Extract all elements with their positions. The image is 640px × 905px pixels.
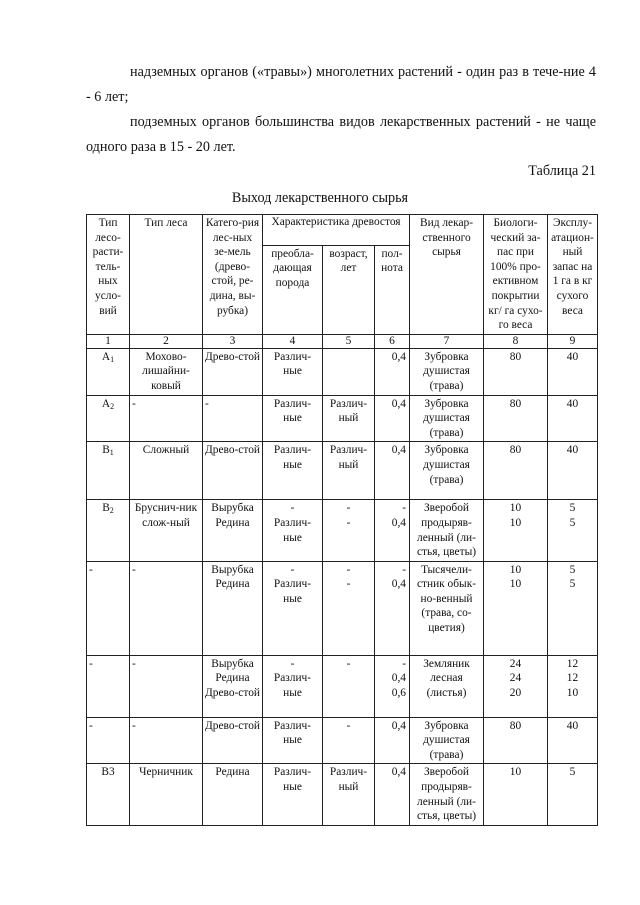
cell-text: А	[101, 397, 111, 410]
cell-text: -	[132, 563, 136, 576]
column-number: 2	[130, 334, 203, 348]
cell-text: Бруснич-ник слож-ный	[134, 502, 198, 529]
table-cell-bio	[484, 500, 548, 561]
cell-text: 80	[509, 350, 522, 363]
cell-line: -	[346, 578, 351, 591]
cell-line: Различ-ные	[273, 672, 312, 699]
table-cell-bio	[484, 764, 548, 825]
cell-text: 10	[509, 766, 522, 779]
table-row	[87, 395, 598, 442]
column-number: 8	[484, 334, 548, 348]
cell-line: Различ-ные	[273, 578, 312, 605]
table-cell-age	[323, 717, 375, 764]
cell-line: Редина	[215, 672, 250, 685]
header-cell: Тип лесо-расти-тель-ных усло-вий	[87, 215, 130, 335]
table-cell-category	[203, 500, 263, 561]
table-cell-type	[87, 655, 130, 717]
table-cell-age	[323, 764, 375, 825]
type-subscript: 1	[109, 448, 114, 458]
cell-text: 80	[509, 719, 522, 732]
cell-text: -	[132, 657, 136, 670]
cell-text: Различ-ные	[273, 350, 312, 378]
cell-text: 0,4	[391, 350, 406, 363]
cell-text: -	[89, 563, 93, 576]
cell-text: Земляник лесная (листья)	[423, 657, 470, 699]
cell-text: Черничник	[139, 766, 193, 779]
cell-line: 5	[569, 563, 576, 576]
cell-line: Редина	[215, 578, 250, 591]
table-cell-raw	[410, 655, 484, 717]
cell-line: 0,4	[391, 578, 406, 591]
table-cell-age	[323, 655, 375, 717]
table-cell-category	[203, 655, 263, 717]
table-cell-species	[263, 348, 323, 395]
cell-line: 0,4	[391, 516, 406, 529]
cell-text: -	[89, 719, 93, 732]
header-cell: Биологи-ческий за-пас при 100% про-ективном покрытии кг/ га сухо-го веса	[484, 215, 548, 335]
cell-line: 12	[566, 672, 579, 685]
cell-text: Редина	[215, 766, 250, 779]
cell-line: 0,6	[391, 686, 406, 699]
cell-line: -	[290, 563, 295, 576]
table-cell-forest	[130, 717, 203, 764]
cell-line: 5	[569, 578, 576, 591]
table-cell-category	[203, 561, 263, 655]
table-cell-type	[87, 500, 130, 561]
cell-text: Зубровка душистая (трава)	[423, 719, 470, 761]
table-cell-exp	[548, 442, 598, 500]
table-cell-density	[375, 655, 410, 717]
cell-text: 0,4	[391, 444, 406, 457]
cell-line: -	[402, 657, 406, 670]
cell-line: -	[346, 657, 351, 670]
cell-text: Зверобой продыряв-ленный (ли-стья, цветы)	[416, 766, 477, 823]
table-cell-raw	[410, 500, 484, 561]
cell-line: 12	[566, 657, 579, 670]
column-number: 9	[548, 334, 598, 348]
table-cell-raw	[410, 395, 484, 442]
column-number-row	[87, 334, 598, 348]
cell-line: 20	[509, 686, 522, 699]
table-cell-forest	[130, 442, 203, 500]
header-cell: Эксплу-атацион-ный запас на 1 га в кг сухого веса	[548, 215, 598, 335]
table-cell-species	[263, 764, 323, 825]
cell-line: Древо-стой	[205, 686, 260, 699]
cell-text: Различ-ные	[273, 397, 312, 425]
table-cell-exp	[548, 395, 598, 442]
cell-text: Древо-стой	[205, 719, 260, 732]
cell-line: -	[346, 563, 351, 576]
cell-text: В	[102, 444, 110, 457]
cell-text: 0,4	[391, 397, 406, 410]
cell-line: -	[290, 502, 295, 515]
table-title: Выход лекарственного сырья	[231, 190, 409, 206]
table-cell-species	[263, 442, 323, 500]
table-cell-density	[375, 561, 410, 655]
cell-text: Зубровка душистая (трава)	[423, 397, 470, 439]
table-cell-category	[203, 348, 263, 395]
table-cell-raw	[410, 442, 484, 500]
table-cell-raw	[410, 348, 484, 395]
table-cell-age	[323, 561, 375, 655]
cell-text: 80	[509, 444, 522, 457]
table-cell-forest	[130, 348, 203, 395]
cell-text: Мохово-лишайни-ковый	[142, 350, 190, 392]
cell-text: Зубровка душистая (трава)	[423, 444, 470, 486]
table-cell-category	[203, 764, 263, 825]
table-row	[87, 717, 598, 764]
cell-line: 5	[569, 516, 576, 529]
table-cell-density	[375, 717, 410, 764]
cell-text: 5	[569, 766, 576, 779]
table-cell-category	[203, 717, 263, 764]
table-cell-bio	[484, 348, 548, 395]
cell-text: 40	[566, 719, 579, 732]
paragraph-1: надземных органов («травы») многолетних растений - один раз в тече-ние 4 - 6 лет;	[86, 64, 596, 105]
cell-line: -	[402, 502, 406, 515]
column-number: 6	[375, 334, 410, 348]
table-cell-forest	[130, 764, 203, 825]
table-cell-age	[323, 442, 375, 500]
cell-text: Различ-ные	[273, 444, 312, 471]
table-cell-type	[87, 442, 130, 500]
cell-text: 80	[509, 397, 522, 410]
table-row	[87, 764, 598, 825]
table-cell-age	[323, 348, 375, 395]
table-cell-raw	[410, 717, 484, 764]
cell-line: -	[402, 563, 406, 576]
table-row	[87, 561, 598, 655]
table-cell-raw	[410, 561, 484, 655]
cell-line: 10	[509, 578, 522, 591]
table-cell-density	[375, 500, 410, 561]
cell-text: Древо-стой	[205, 444, 260, 457]
table-row	[87, 655, 598, 717]
cell-text: А	[101, 350, 111, 363]
table-cell-exp	[548, 348, 598, 395]
table-cell-forest	[130, 395, 203, 442]
table-cell-forest	[130, 561, 203, 655]
table-cell-type	[87, 395, 130, 442]
table-cell-species	[263, 500, 323, 561]
column-number: 1	[87, 334, 130, 348]
type-subscript: 2	[110, 401, 115, 411]
table-cell-density	[375, 442, 410, 500]
cell-line: 10	[509, 516, 522, 529]
table-cell-exp	[548, 717, 598, 764]
table-row	[87, 348, 598, 395]
table-cell-density	[375, 348, 410, 395]
table-cell-exp	[548, 764, 598, 825]
cell-text: 0,4	[391, 766, 406, 779]
cell-line: Различ-ные	[273, 516, 312, 544]
cell-text: Различ-ный	[329, 766, 368, 794]
table-cell-bio	[484, 655, 548, 717]
table-cell-bio	[484, 561, 548, 655]
cell-text: 40	[566, 444, 579, 457]
cell-line: 10	[509, 563, 522, 576]
type-subscript: 2	[109, 506, 114, 516]
type-subscript: 1	[110, 354, 115, 364]
table-cell-species	[263, 655, 323, 717]
cell-line: Редина	[215, 516, 250, 529]
table-cell-raw	[410, 764, 484, 825]
table-cell-species	[263, 561, 323, 655]
table-cell-type	[87, 561, 130, 655]
cell-text: Различ-ные	[273, 766, 312, 794]
table-cell-forest	[130, 655, 203, 717]
cell-line: Вырубка	[211, 657, 254, 670]
cell-line: 5	[569, 502, 576, 515]
table-cell-bio	[484, 442, 548, 500]
header-cell: Катего-рия лес-ных зе-мель (древо-стой, ре-дина, вы-рубка)	[203, 215, 263, 335]
table-cell-age	[323, 500, 375, 561]
table-cell-species	[263, 717, 323, 764]
cell-line: 24	[509, 657, 522, 670]
cell-text: Зверобой продыряв-ленный (ли-стья, цветы)	[416, 502, 477, 559]
table-cell-exp	[548, 561, 598, 655]
cell-text: В3	[101, 766, 115, 779]
cell-text: Зубровка душистая (трава)	[423, 350, 470, 392]
header-cell: преобла-дающая порода	[263, 245, 323, 334]
paragraph-2: подземных органов большинства видов лекарственных растений - не чаще одного раза в 15 - 20 лет.	[86, 114, 596, 155]
cell-text: 40	[566, 397, 579, 410]
header-cell: возраст, лет	[323, 245, 375, 334]
table-cell-density	[375, 764, 410, 825]
table-row	[87, 500, 598, 561]
table-cell-species	[263, 395, 323, 442]
cell-text: -	[89, 657, 93, 670]
cell-text: Древо-стой	[205, 350, 260, 363]
cell-line: -	[346, 516, 351, 529]
cell-text: -	[346, 719, 351, 732]
table-cell-exp	[548, 655, 598, 717]
table-number: Таблица 21	[528, 163, 596, 179]
table-cell-bio	[484, 395, 548, 442]
table-cell-type	[87, 717, 130, 764]
cell-text: -	[132, 397, 136, 410]
header-cell: Вид лекар-ственного сырья	[410, 215, 484, 335]
cell-line: 10	[509, 502, 522, 515]
table-cell-type	[87, 348, 130, 395]
cell-text: В	[102, 502, 110, 515]
column-number: 7	[410, 334, 484, 348]
cell-line: 24	[509, 672, 522, 685]
column-number: 4	[263, 334, 323, 348]
cell-line: -	[346, 502, 351, 515]
column-number: 5	[323, 334, 375, 348]
table-cell-type	[87, 764, 130, 825]
table-cell-bio	[484, 717, 548, 764]
cell-line: 10	[566, 686, 579, 699]
table-row	[87, 442, 598, 500]
cell-text: Различ-ный	[329, 444, 368, 471]
header-group-cell: Характеристика древостоя	[263, 215, 410, 246]
cell-text: Различ-ный	[329, 397, 368, 425]
cell-text: Тысячели-стник обык-но-венный (трава, со-цветия)	[416, 563, 477, 635]
cell-line: Вырубка	[211, 563, 254, 576]
header-cell: пол-нота	[375, 245, 410, 334]
cell-text: Сложный	[142, 444, 190, 457]
cell-text: -	[132, 719, 136, 732]
header-row-1	[87, 215, 598, 246]
table-cell-exp	[548, 500, 598, 561]
cell-line: 0,4	[391, 672, 406, 685]
table-cell-category	[203, 395, 263, 442]
table-cell-category	[203, 442, 263, 500]
cell-text: 40	[566, 350, 579, 363]
raw-material-table	[86, 214, 598, 826]
table-cell-age	[323, 395, 375, 442]
cell-text: 0,4	[391, 719, 406, 732]
table-cell-forest	[130, 500, 203, 561]
column-number: 3	[203, 334, 263, 348]
header-cell: Тип леса	[130, 215, 203, 335]
cell-text: -	[205, 397, 209, 410]
cell-line: -	[290, 657, 295, 670]
cell-line: Вырубка	[211, 502, 254, 515]
cell-text: Различ-ные	[273, 719, 312, 747]
table-cell-density	[375, 395, 410, 442]
